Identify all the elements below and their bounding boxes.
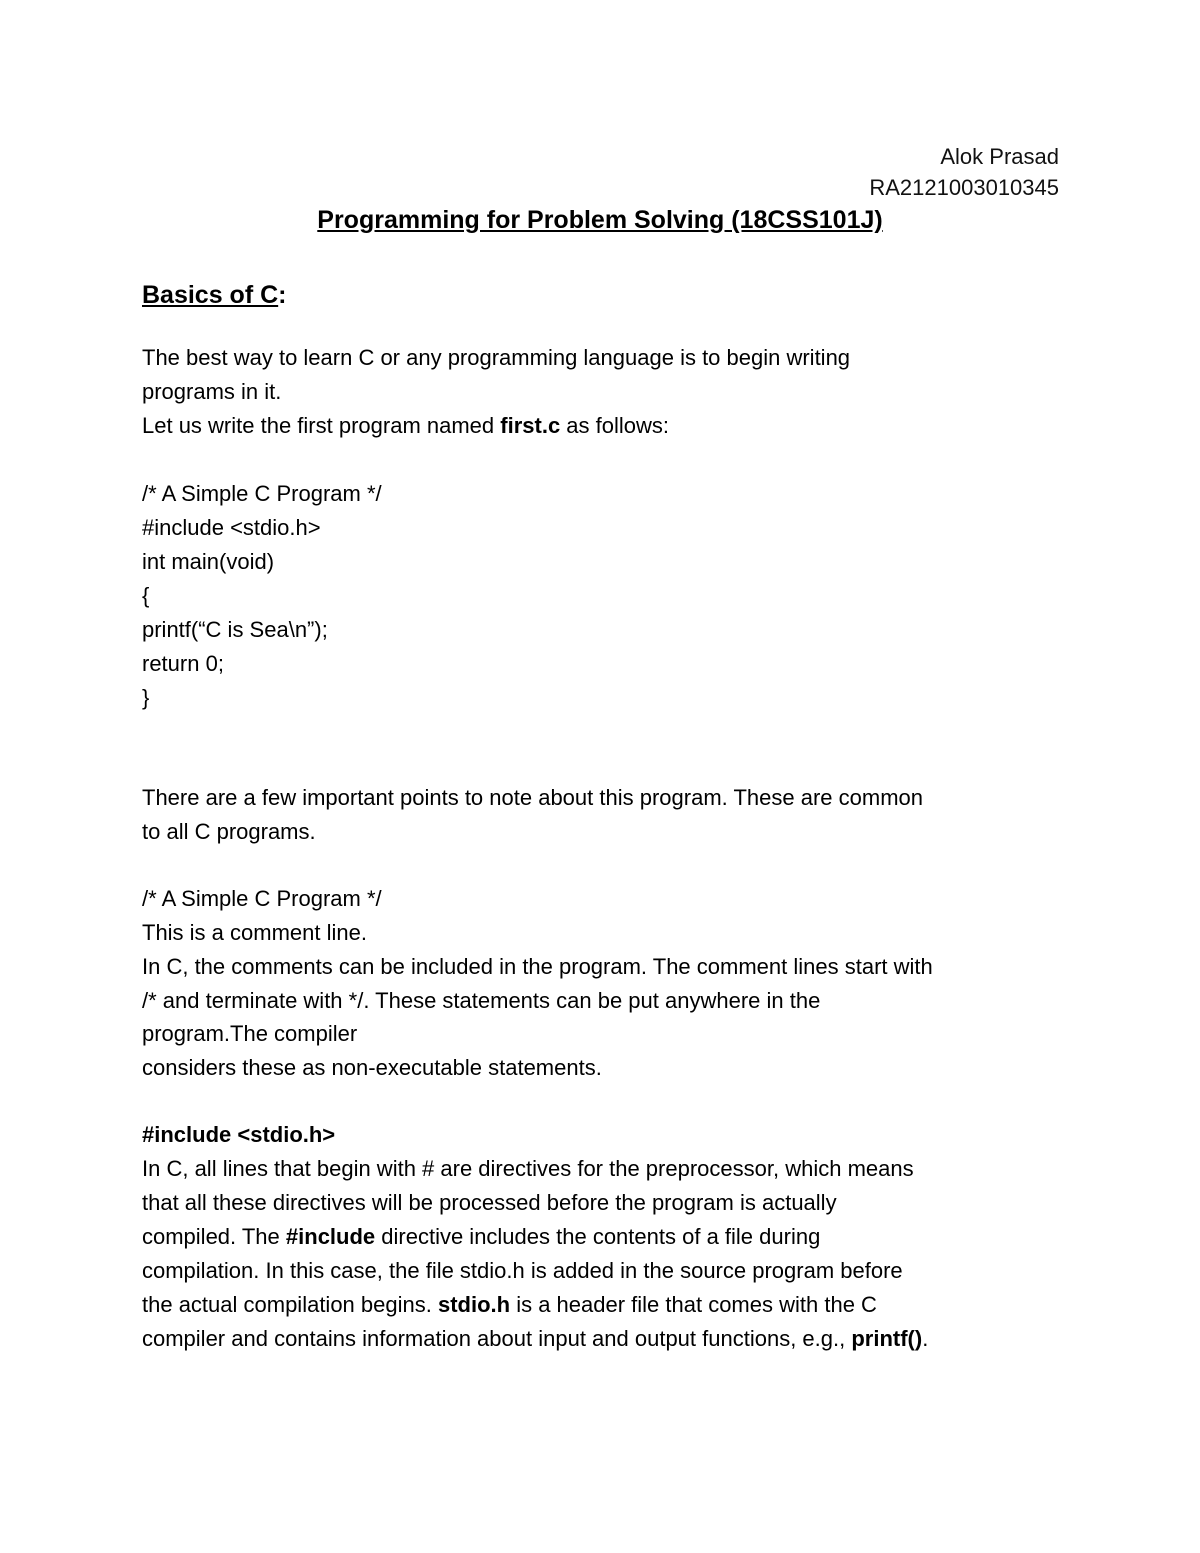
intro-line-3: Let us write the first program named first.c as follows: [142,413,670,438]
intro-line-2: programs in it. [142,379,282,404]
code-line: /* A Simple C Program */ [142,481,382,506]
comment-section-line-1: This is a comment line. [142,920,367,945]
author-reg-number: RA2121003010345 [869,175,1059,200]
points-line-1: There are a few important points to note about this program. These are common [142,785,923,810]
document-title: Programming for Problem Solving (18CSS101J) [317,206,883,234]
comment-section-line-2: In C, the comments can be included in the program. The comment lines start with [142,954,933,979]
filename-text: first.c [500,413,561,438]
comment-section-line-3: /* and terminate with */. These statements can be put anywhere in the [142,988,821,1013]
section-heading-suffix: : [278,281,287,309]
include-section-line-1: In C, all lines that begin with # are directives for the preprocessor, which means [142,1156,914,1181]
section-heading-text: Basics of C [142,281,279,309]
code-line: { [142,583,150,608]
points-line-2: to all C programs. [142,819,316,844]
header-file-text: stdio.h [437,1292,511,1317]
include-section-heading: #include <stdio.h> [142,1122,336,1147]
code-line: #include <stdio.h> [142,515,321,540]
code-line: } [142,685,150,710]
comment-section-line-5: considers these as non-executable statements. [142,1055,602,1080]
printf-text: printf() [851,1326,923,1351]
code-line: return 0; [142,651,224,676]
author-name: Alok Prasad [940,144,1059,169]
intro-line-1: The best way to learn C or any programming language is to begin writing [142,345,851,370]
include-section-line-2: that all these directives will be processed before the program is actually [142,1190,837,1215]
include-section-line-5: the actual compilation begins. stdio.h is a header file that comes with the C [142,1292,877,1317]
include-section-line-6: compiler and contains information about input and output functions, e.g., printf(). [142,1326,929,1351]
code-line: int main(void) [142,549,275,574]
section-heading [142,278,287,312]
comment-section-line-4: program.The compiler [142,1021,358,1046]
include-directive-text: #include [285,1224,376,1249]
author-block [869,141,1059,203]
include-section-line-4: compilation. In this case, the file stdio.h is added in the source program before [142,1258,903,1283]
include-section-line-3: compiled. The #include directive includes the contents of a file during [142,1224,821,1249]
code-line: printf(“C is Sea\n”); [142,617,328,642]
comment-section-heading: /* A Simple C Program */ [142,886,382,911]
